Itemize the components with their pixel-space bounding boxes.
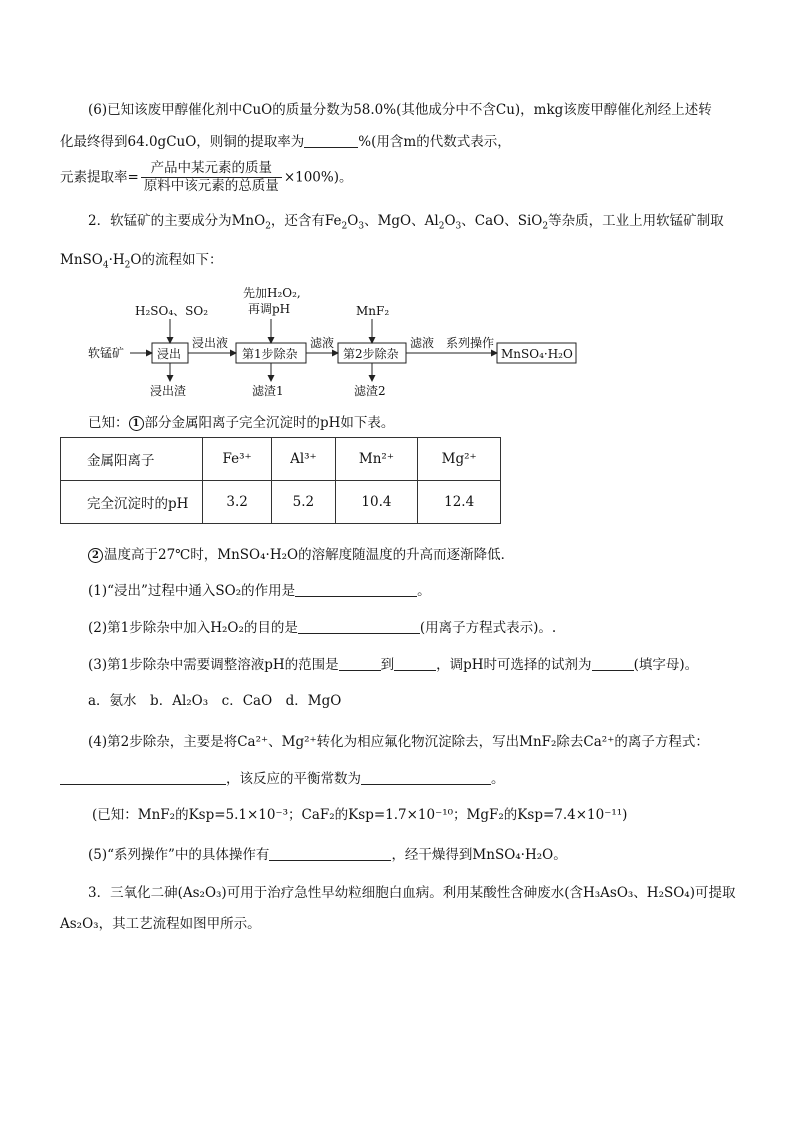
sub-question-2-text: (2)第1步除杂中加入H₂O₂的目的是 bbox=[88, 620, 298, 636]
series-operation-label: 系列操作 bbox=[446, 336, 495, 350]
table-row bbox=[61, 438, 501, 481]
table-cell-ion: Mn²⁺ bbox=[335, 438, 418, 481]
sub-question-3 bbox=[88, 656, 698, 674]
sub-question-3-end: (填字母)。 bbox=[633, 657, 699, 673]
formula-lhs: 元素提取率= bbox=[60, 169, 139, 186]
sub-question-5 bbox=[88, 846, 567, 864]
table-cell-ion: Al³⁺ bbox=[272, 438, 335, 481]
answer-blank[interactable] bbox=[269, 846, 391, 861]
sub-question-5-text: (5)“系列操作”中的具体操作有 bbox=[88, 847, 270, 863]
q2-intro-text: 2．软锰矿的主要成分为MnO bbox=[88, 213, 266, 229]
residue-1-label: 滤渣1 bbox=[252, 384, 284, 398]
sub-question-1 bbox=[88, 582, 431, 600]
product-label: MnSO₄·H₂O bbox=[501, 347, 573, 361]
q2-intro-text: O bbox=[444, 213, 456, 229]
answer-options: a．氨水 b．Al₂O₃ c．CaO d．MgO bbox=[88, 693, 342, 709]
formula-numerator: 产品中某元素的质量 bbox=[141, 160, 282, 178]
answer-blank[interactable] bbox=[592, 656, 634, 671]
q2-intro-line-1: 2．软锰矿的主要成分为MnO$_2$，还含有$Fe_2O_3$、MgO、$Al_2O_3$、CaO、SiO$_2$等杂质，工业上用软锰矿制取 bbox=[88, 213, 724, 232]
sub-question-2 bbox=[88, 619, 556, 637]
precipitation-ph-table bbox=[60, 437, 501, 524]
leachate-label: 浸出液 bbox=[192, 336, 229, 350]
q2-intro-text: 等杂质，工业上用软锰矿制取 bbox=[548, 213, 724, 229]
sub-question-3-text: ，调pH时可选择的试剂为 bbox=[436, 657, 592, 673]
q3-line-1: 3．三氧化二砷(As₂O₃)可用于治疗急性早幼粒细胞白血病。利用某酸性含砷废水(含H₃AsO₃、H₂SO₄)可提取 bbox=[88, 885, 736, 901]
sub-question-4-line-2 bbox=[60, 770, 505, 788]
process-flowchart bbox=[80, 283, 590, 403]
sub-question-2-end: (用离子方程式表示)。. bbox=[419, 620, 557, 636]
table-cell-ph: 5.2 bbox=[272, 481, 335, 524]
q2-intro-text: O bbox=[347, 213, 359, 229]
formula-fraction bbox=[141, 160, 282, 195]
table-header-ph: 完全沉淀时的pH bbox=[61, 481, 203, 524]
raw-material-label: 软锰矿 bbox=[88, 346, 125, 360]
q6-line-2 bbox=[60, 133, 511, 151]
sub-question-1-end: 。 bbox=[417, 583, 431, 599]
sub-question-4: (4)第2步除杂，主要是将Ca²⁺、Mg²⁺转化为相应氟化物沉淀除去，写出MnF₂除去Ca²⁺的离子方程式： bbox=[88, 734, 709, 750]
table-cell-ph: 10.4 bbox=[335, 481, 418, 524]
table-header-ion: 金属阳离子 bbox=[61, 438, 203, 481]
answer-blank[interactable] bbox=[295, 582, 417, 597]
reagent-1-label: H₂SO₄、SO₂ bbox=[135, 304, 209, 318]
reagent-2a-label: 先加H₂O₂, bbox=[243, 286, 301, 300]
q2-intro-line-2: $MnSO_4\cdot H_2O$的流程如下： bbox=[60, 252, 223, 271]
extraction-rate-formula bbox=[60, 160, 353, 195]
q2-intro-text: MnSO bbox=[60, 252, 103, 268]
residue-2-label: 滤渣2 bbox=[354, 384, 386, 398]
formula-tail: ×100%)。 bbox=[283, 169, 353, 186]
table-cell-ion: Fe³⁺ bbox=[203, 438, 272, 481]
answer-blank[interactable] bbox=[60, 770, 226, 785]
sub-question-3-text: (3)第1步除杂中需要调整溶液pH的范围是 bbox=[88, 657, 339, 673]
q6-line-2-text-b: %(用含m的代数式表示， bbox=[358, 134, 511, 150]
answer-blank[interactable] bbox=[339, 656, 381, 671]
sub-question-5-end: ，经干燥得到MnSO₄·H₂O。 bbox=[391, 847, 567, 863]
filtrate-2-label: 滤液 bbox=[410, 336, 435, 350]
q2-intro-text: 、CaO、SiO bbox=[461, 213, 543, 229]
table-row bbox=[61, 481, 501, 524]
sub-question-4-end: 。 bbox=[491, 771, 505, 787]
formula-denominator: 原料中该元素的总质量 bbox=[143, 178, 279, 194]
known-info-2 bbox=[88, 546, 514, 564]
q2-intro-text: O的流程如下： bbox=[130, 252, 223, 268]
leach-residue-label: 浸出渣 bbox=[150, 384, 187, 398]
reagent-2b-label: 再调pH bbox=[248, 302, 291, 316]
q3-line-2: As₂O₃，其工艺流程如图甲所示。 bbox=[60, 916, 261, 932]
circled-number-2: 2 bbox=[88, 548, 103, 563]
table-cell-ph: 12.4 bbox=[418, 481, 501, 524]
step2-box-label: 第2步除杂 bbox=[343, 347, 399, 361]
answer-blank[interactable] bbox=[394, 656, 436, 671]
answer-blank[interactable] bbox=[361, 770, 491, 785]
ksp-data: (已知：MnF₂的Ksp=5.1×10⁻³；CaF₂的Ksp=1.7×10⁻¹⁰；MgF₂的Ksp=7.4×10⁻¹¹) bbox=[92, 807, 628, 823]
q6-line-2-text-a: 化最终得到64.0gCuO，则铜的提取率为 bbox=[60, 134, 305, 150]
filtrate-1-label: 滤液 bbox=[310, 336, 335, 350]
q2-intro-text: ，还含有Fe bbox=[270, 213, 342, 229]
answer-blank[interactable] bbox=[298, 619, 420, 634]
sub-question-3-text: 到 bbox=[380, 657, 395, 673]
sub-question-1-text: (1)“浸出”过程中通入SO₂的作用是 bbox=[88, 583, 296, 599]
table-cell-ph: 3.2 bbox=[203, 481, 272, 524]
answer-blank[interactable] bbox=[304, 133, 358, 148]
step1-box-label: 第1步除杂 bbox=[242, 347, 298, 361]
known-info-2-text: 温度高于27℃时，MnSO₄·H₂O的溶解度随温度的升高而逐渐降低． bbox=[104, 547, 515, 563]
known-prefix: 已知： bbox=[88, 415, 129, 431]
reagent-3-label: MnF₂ bbox=[356, 304, 390, 318]
known-info-1 bbox=[88, 414, 394, 432]
q6-line-1: (6)已知该废甲醇催化剂中CuO的质量分数为58.0%(其他成分中不含Cu)，mkg该废甲醇催化剂经上述转 bbox=[88, 102, 712, 118]
q2-intro-text: ·H bbox=[108, 252, 125, 268]
sub-question-4-text: ，该反应的平衡常数为 bbox=[226, 771, 361, 787]
leaching-box-label: 浸出 bbox=[157, 347, 182, 361]
q2-intro-text: 、MgO、Al bbox=[364, 213, 439, 229]
table-cell-ion: Mg²⁺ bbox=[418, 438, 501, 481]
circled-number-1: 1 bbox=[129, 416, 144, 431]
known-info-1-text: 部分金属阳离子完全沉淀时的pH如下表。 bbox=[144, 415, 395, 431]
